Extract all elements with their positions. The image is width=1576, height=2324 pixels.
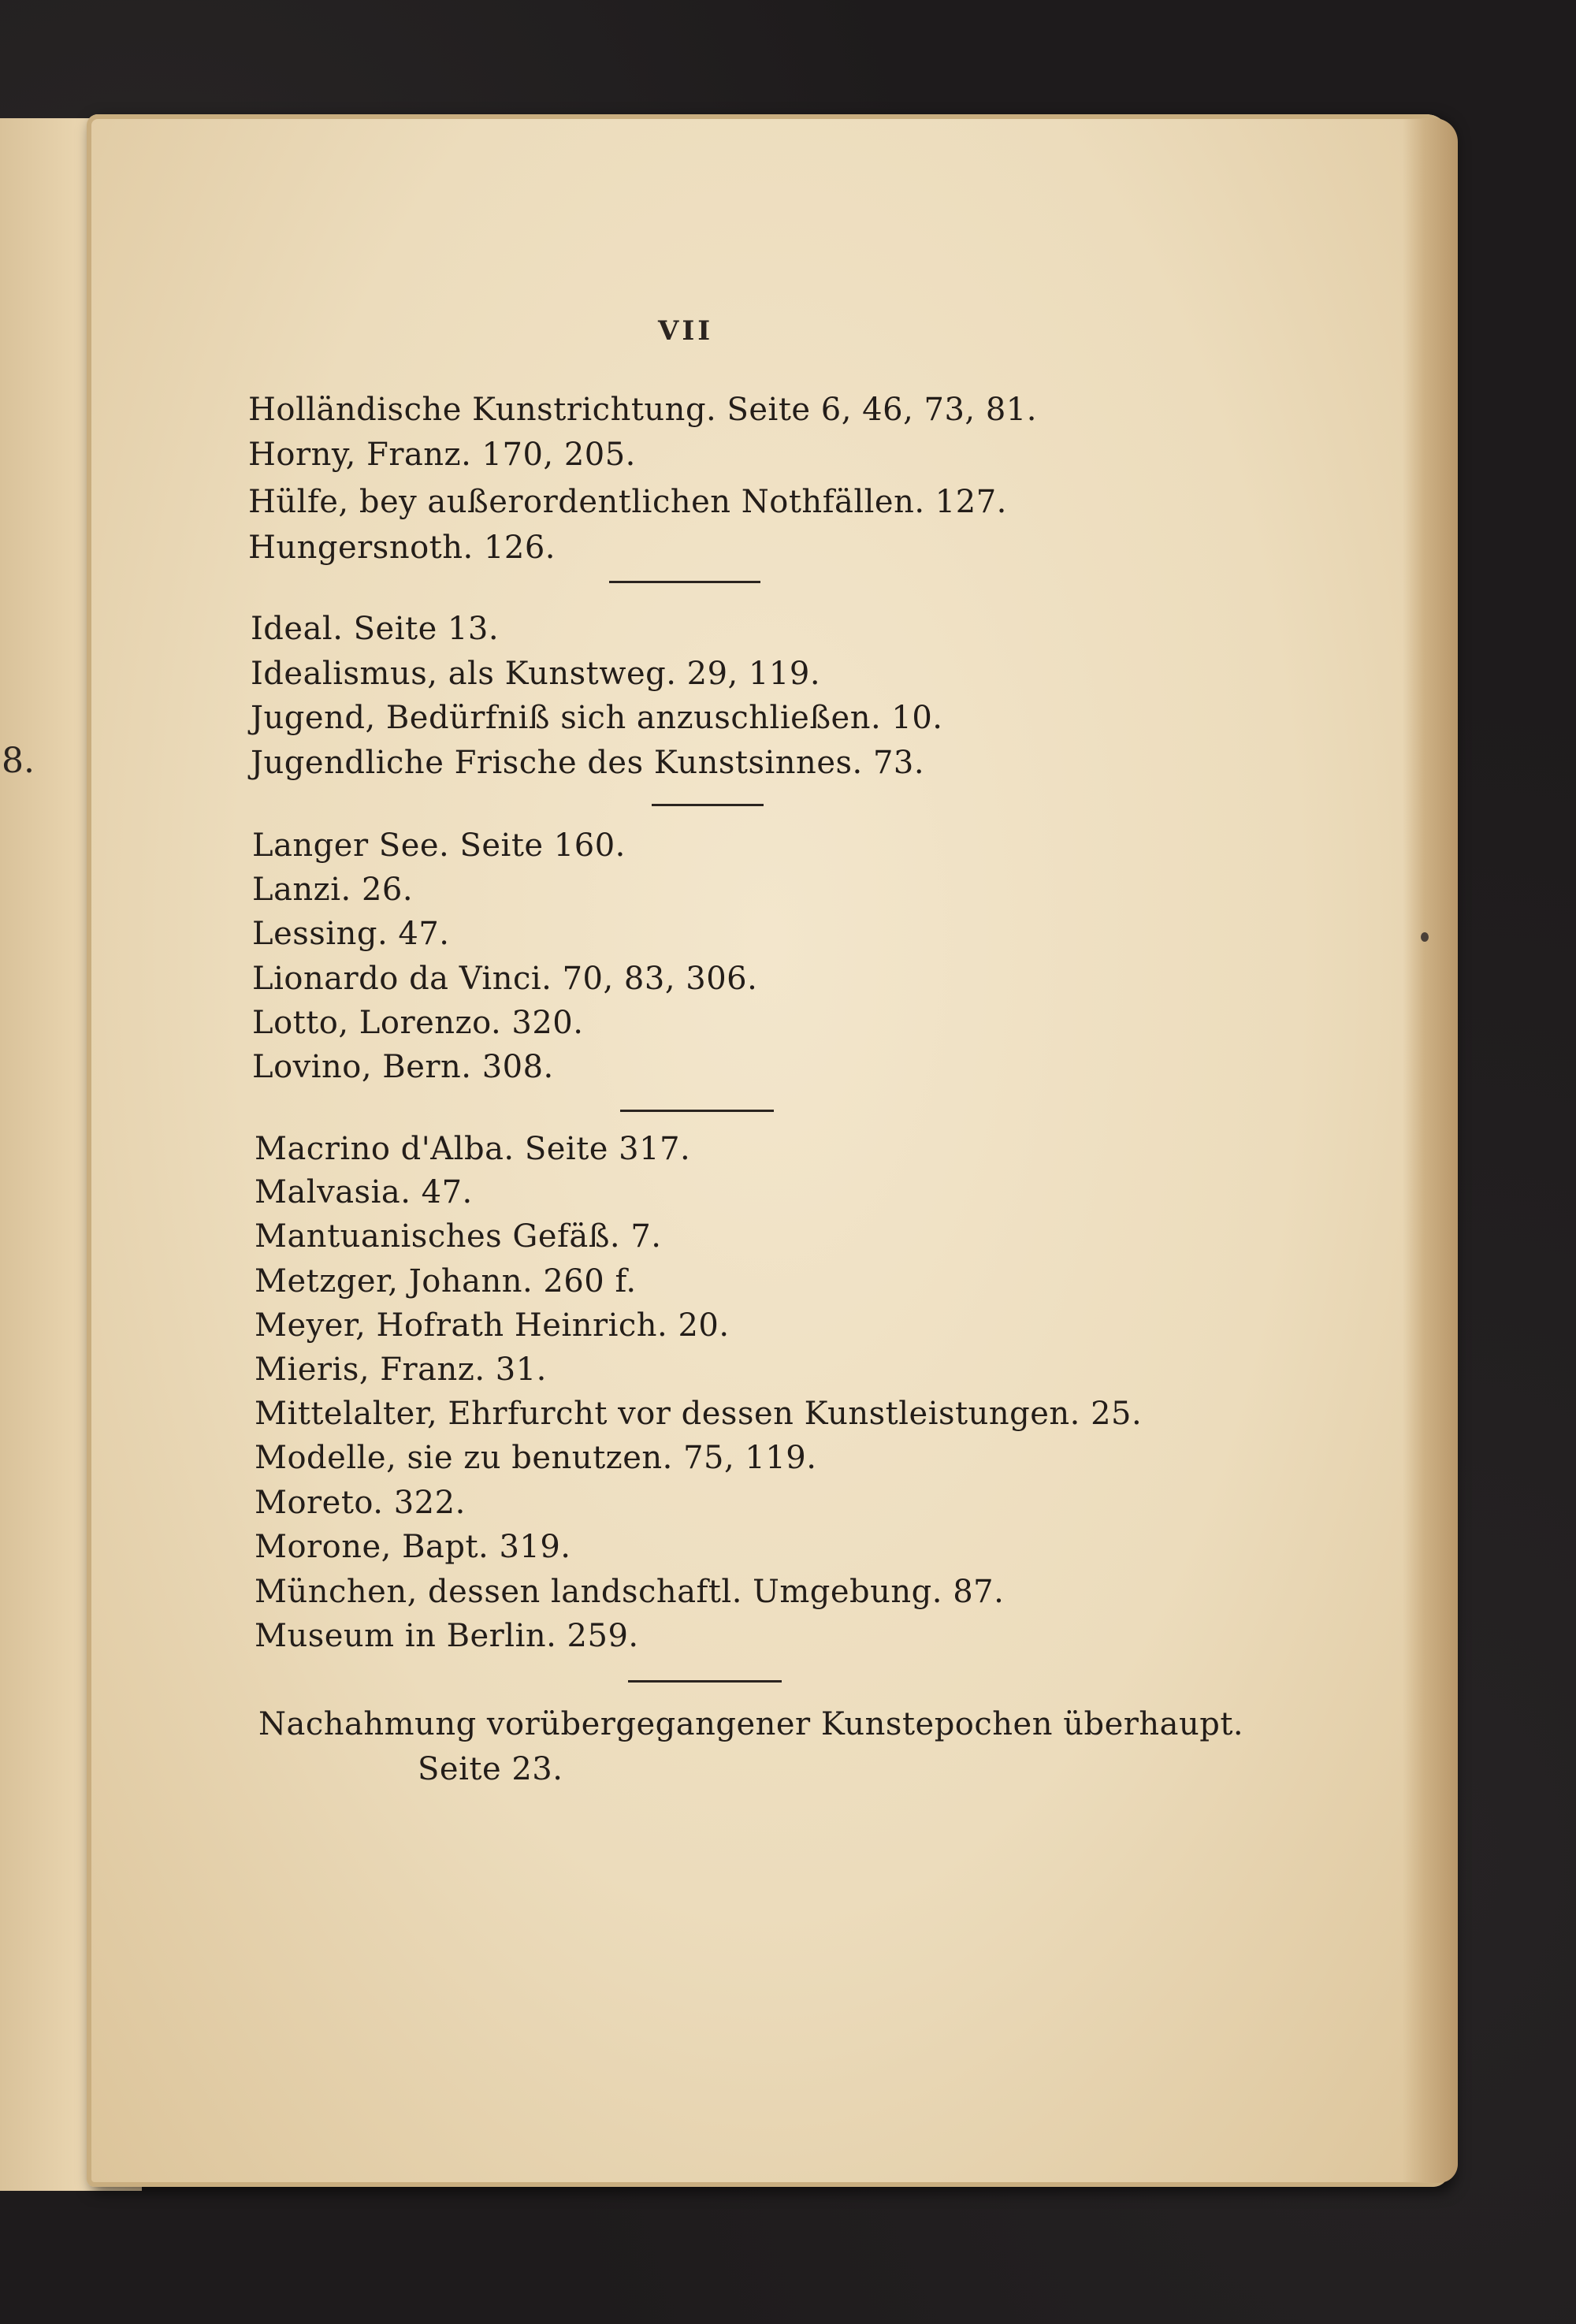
section-divider — [609, 581, 760, 583]
index-entry: Lionardo da Vinci. 70, 83, 306. — [252, 961, 758, 997]
index-entry: Hungersnoth. 126. — [248, 530, 556, 566]
index-entry: Ideal. Seite 13. — [251, 611, 500, 647]
index-entry: Mittelalter, Ehrfurcht vor dessen Kunstleistungen. 25. — [255, 1396, 1143, 1432]
index-entry: Lovino, Bern. 308. — [252, 1049, 554, 1085]
page-number: VII — [658, 315, 714, 347]
index-entry: Metzger, Johann. 260 f. — [255, 1263, 637, 1300]
index-entry: Horny, Franz. 170, 205. — [248, 437, 636, 473]
ink-speck — [1421, 932, 1429, 942]
index-entry: Museum in Berlin. 259. — [255, 1618, 639, 1654]
index-entry: Meyer, Hofrath Heinrich. 20. — [255, 1307, 730, 1344]
index-entry: Lanzi. 26. — [252, 872, 414, 908]
index-entry: Macrino d'Alba. Seite 317. — [255, 1131, 691, 1167]
index-entry: Mieris, Franz. 31. — [255, 1352, 547, 1388]
index-entry: Mantuanisches Gefäß. 7. — [255, 1218, 662, 1255]
index-entry: München, dessen landschaftl. Umgebung. 87. — [255, 1574, 1005, 1610]
index-entry-continuation: Seite 23. — [418, 1751, 563, 1787]
index-entry: Modelle, sie zu benutzen. 75, 119. — [255, 1440, 817, 1476]
index-entry: Lotto, Lorenzo. 320. — [252, 1005, 584, 1041]
previous-page-text-fragment: 8. — [2, 741, 35, 781]
index-entry: Hülfe, bey außerordentlichen Nothfällen. 127. — [248, 484, 1007, 520]
index-entry: Jugend, Bedürfniß sich anzuschließen. 10. — [251, 700, 943, 736]
index-entry: Idealismus, als Kunstweg. 29, 119. — [251, 656, 821, 692]
index-entry: Morone, Bapt. 319. — [255, 1529, 571, 1565]
section-divider — [628, 1680, 782, 1683]
index-entry: Nachahmung vorübergegangener Kunstepochen überhaupt. — [258, 1706, 1244, 1742]
section-divider — [620, 1110, 774, 1112]
index-entry: Holländische Kunstrichtung. Seite 6, 46, 73, 81. — [248, 392, 1037, 428]
index-entry: Malvasia. 47. — [255, 1174, 473, 1210]
section-divider — [652, 804, 764, 806]
index-entry: Langer See. Seite 160. — [252, 827, 626, 864]
page-edge — [1403, 118, 1458, 2183]
index-entry: Moreto. 322. — [255, 1485, 466, 1521]
index-entry: Jugendliche Frische des Kunstsinnes. 73. — [251, 745, 925, 781]
index-entry: Lessing. 47. — [252, 916, 450, 952]
